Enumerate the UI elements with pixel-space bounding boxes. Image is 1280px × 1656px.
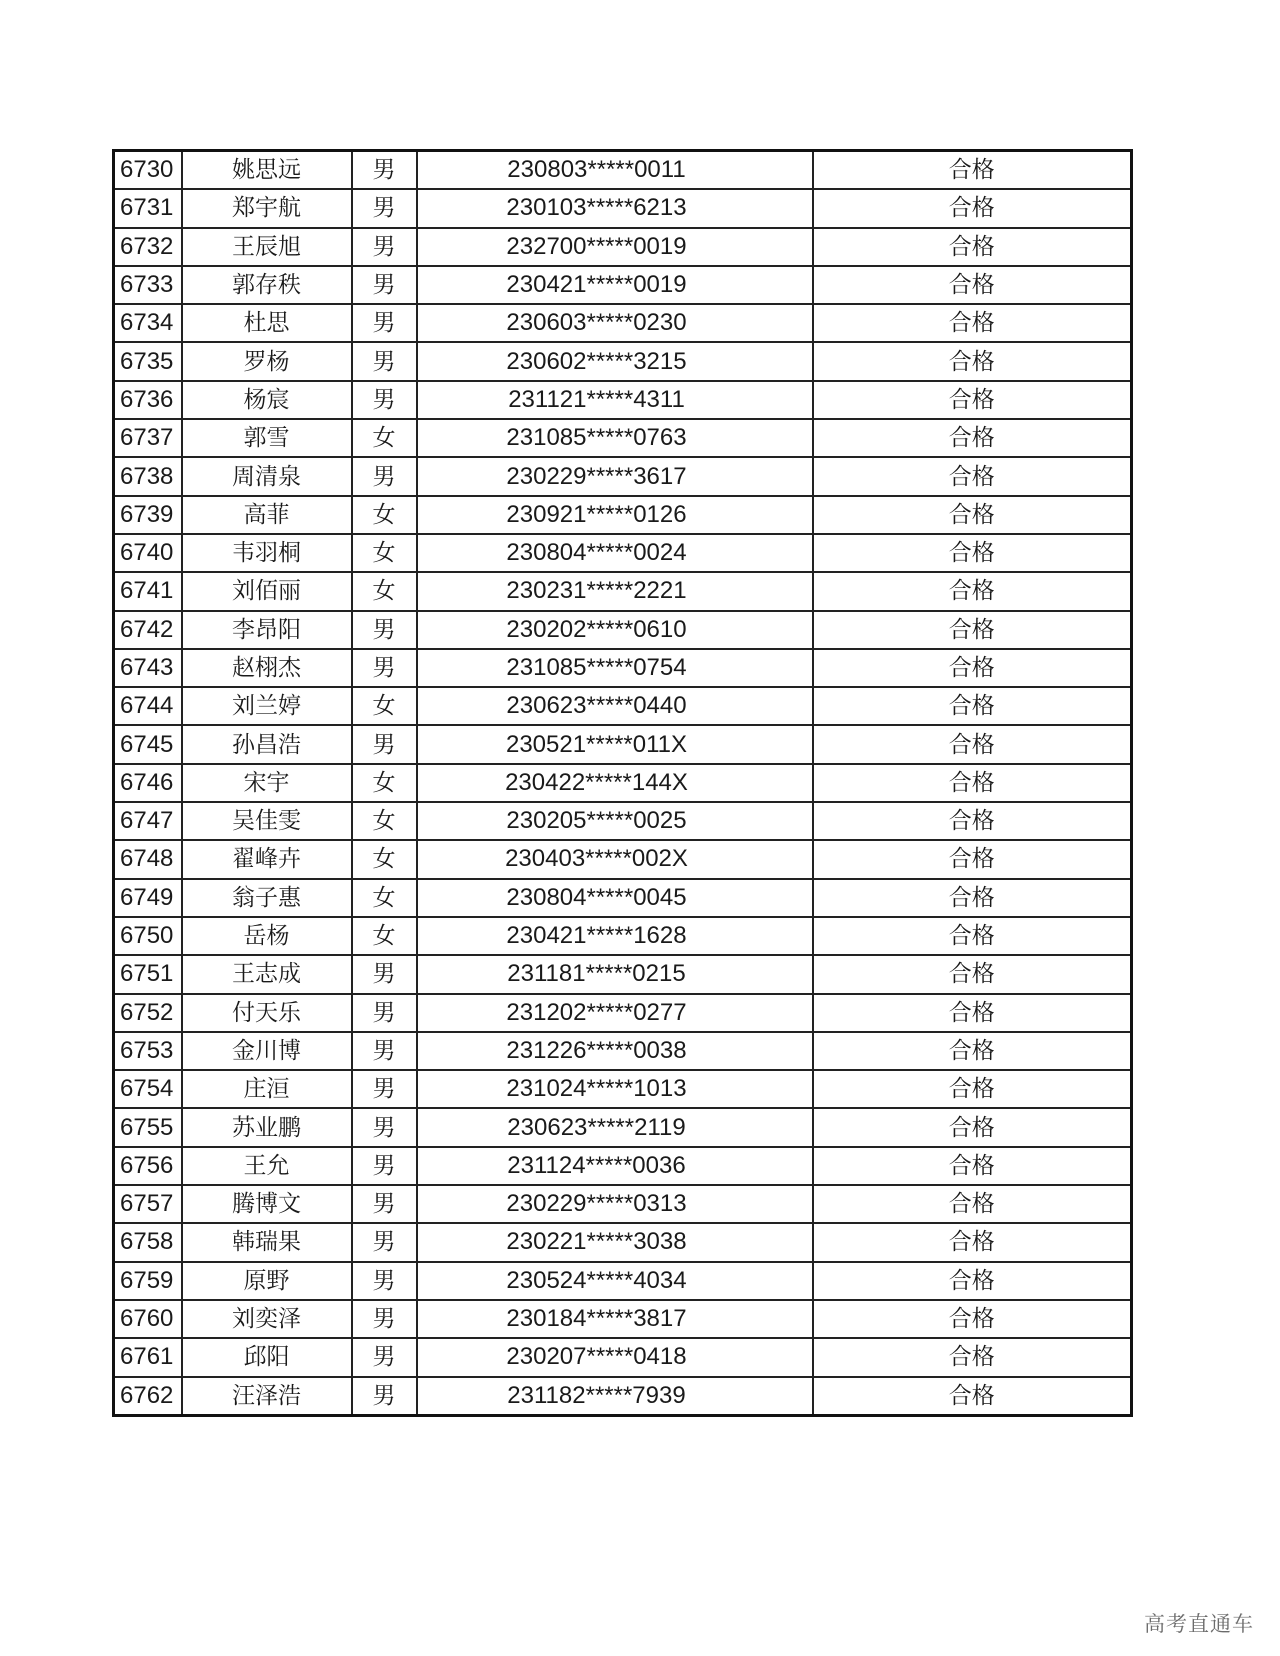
cell-sex: 女 — [352, 917, 417, 955]
cell-sex: 男 — [352, 151, 417, 190]
cell-result: 合格 — [813, 572, 1132, 610]
cell-result: 合格 — [813, 1300, 1132, 1338]
cell-id-number: 230421*****1628 — [417, 917, 813, 955]
cell-sex: 男 — [352, 649, 417, 687]
cell-id-number: 230103*****6213 — [417, 189, 813, 227]
cell-name: 赵栩杰 — [182, 649, 352, 687]
table-row — [114, 419, 1132, 457]
cell-result: 合格 — [813, 764, 1132, 802]
table-row — [114, 1377, 1132, 1416]
table-row — [114, 687, 1132, 725]
cell-name: 韩瑞果 — [182, 1223, 352, 1261]
cell-name: 吴佳雯 — [182, 802, 352, 840]
table-row — [114, 342, 1132, 380]
cell-id-number: 231202*****0277 — [417, 994, 813, 1032]
cell-id-number: 230623*****2119 — [417, 1108, 813, 1146]
cell-number: 6731 — [114, 189, 182, 227]
cell-name: 郭存秩 — [182, 266, 352, 304]
cell-sex: 男 — [352, 266, 417, 304]
cell-name: 李昂阳 — [182, 611, 352, 649]
cell-number: 6760 — [114, 1300, 182, 1338]
cell-name: 苏业鹏 — [182, 1108, 352, 1146]
table-row — [114, 725, 1132, 763]
cell-number: 6744 — [114, 687, 182, 725]
table-row — [114, 1185, 1132, 1223]
cell-id-number: 230804*****0045 — [417, 879, 813, 917]
cell-sex: 男 — [352, 955, 417, 993]
cell-sex: 女 — [352, 764, 417, 802]
cell-number: 6735 — [114, 342, 182, 380]
cell-sex: 男 — [352, 1338, 417, 1376]
cell-sex: 女 — [352, 572, 417, 610]
cell-id-number: 231085*****0763 — [417, 419, 813, 457]
cell-name: 孙昌浩 — [182, 725, 352, 763]
cell-name: 邱阳 — [182, 1338, 352, 1376]
cell-id-number: 232700*****0019 — [417, 228, 813, 266]
cell-id-number: 230229*****3617 — [417, 457, 813, 495]
cell-result: 合格 — [813, 1223, 1132, 1261]
cell-sex: 男 — [352, 1147, 417, 1185]
cell-name: 原野 — [182, 1262, 352, 1300]
cell-result: 合格 — [813, 955, 1132, 993]
cell-name: 王志成 — [182, 955, 352, 993]
cell-result: 合格 — [813, 304, 1132, 342]
cell-number: 6758 — [114, 1223, 182, 1261]
table-row — [114, 879, 1132, 917]
cell-number: 6747 — [114, 802, 182, 840]
cell-result: 合格 — [813, 266, 1132, 304]
cell-name: 王辰旭 — [182, 228, 352, 266]
cell-sex: 男 — [352, 381, 417, 419]
cell-sex: 女 — [352, 419, 417, 457]
cell-id-number: 230207*****0418 — [417, 1338, 813, 1376]
cell-id-number: 230231*****2221 — [417, 572, 813, 610]
cell-name: 翟峰卉 — [182, 840, 352, 878]
cell-id-number: 230521*****011X — [417, 725, 813, 763]
cell-number: 6755 — [114, 1108, 182, 1146]
table-row — [114, 917, 1132, 955]
cell-id-number: 231121*****4311 — [417, 381, 813, 419]
cell-name: 杜思 — [182, 304, 352, 342]
cell-result: 合格 — [813, 1377, 1132, 1416]
cell-name: 周清泉 — [182, 457, 352, 495]
cell-result: 合格 — [813, 687, 1132, 725]
cell-sex: 男 — [352, 725, 417, 763]
cell-number: 6752 — [114, 994, 182, 1032]
table-row — [114, 1300, 1132, 1338]
table-row — [114, 1108, 1132, 1146]
cell-name: 庄洹 — [182, 1070, 352, 1108]
cell-sex: 男 — [352, 189, 417, 227]
table-row — [114, 764, 1132, 802]
cell-id-number: 230623*****0440 — [417, 687, 813, 725]
roster-table-body — [114, 151, 1132, 1416]
cell-id-number: 230921*****0126 — [417, 496, 813, 534]
roster-table — [112, 149, 1133, 1417]
cell-sex: 男 — [352, 457, 417, 495]
table-row — [114, 1070, 1132, 1108]
table-row — [114, 304, 1132, 342]
cell-result: 合格 — [813, 534, 1132, 572]
cell-number: 6734 — [114, 304, 182, 342]
cell-number: 6739 — [114, 496, 182, 534]
cell-number: 6757 — [114, 1185, 182, 1223]
cell-id-number: 230803*****0011 — [417, 151, 813, 190]
cell-name: 腾博文 — [182, 1185, 352, 1223]
cell-number: 6754 — [114, 1070, 182, 1108]
cell-name: 王允 — [182, 1147, 352, 1185]
table-row — [114, 1223, 1132, 1261]
cell-sex: 男 — [352, 1377, 417, 1416]
table-row — [114, 802, 1132, 840]
cell-id-number: 231024*****1013 — [417, 1070, 813, 1108]
cell-sex: 男 — [352, 342, 417, 380]
cell-number: 6730 — [114, 151, 182, 190]
cell-number: 6743 — [114, 649, 182, 687]
cell-name: 刘佰丽 — [182, 572, 352, 610]
cell-id-number: 231181*****0215 — [417, 955, 813, 993]
table-row — [114, 496, 1132, 534]
cell-result: 合格 — [813, 802, 1132, 840]
cell-number: 6759 — [114, 1262, 182, 1300]
cell-result: 合格 — [813, 189, 1132, 227]
cell-id-number: 230524*****4034 — [417, 1262, 813, 1300]
cell-name: 刘奕泽 — [182, 1300, 352, 1338]
cell-result: 合格 — [813, 1185, 1132, 1223]
cell-number: 6741 — [114, 572, 182, 610]
cell-result: 合格 — [813, 725, 1132, 763]
cell-number: 6738 — [114, 457, 182, 495]
cell-name: 高菲 — [182, 496, 352, 534]
cell-name: 杨宸 — [182, 381, 352, 419]
table-row — [114, 1338, 1132, 1376]
cell-result: 合格 — [813, 840, 1132, 878]
cell-result: 合格 — [813, 228, 1132, 266]
cell-result: 合格 — [813, 496, 1132, 534]
cell-name: 金川博 — [182, 1032, 352, 1070]
table-row — [114, 189, 1132, 227]
cell-id-number: 230422*****144X — [417, 764, 813, 802]
cell-name: 郑宇航 — [182, 189, 352, 227]
table-row — [114, 955, 1132, 993]
cell-sex: 女 — [352, 496, 417, 534]
cell-number: 6746 — [114, 764, 182, 802]
cell-id-number: 230221*****3038 — [417, 1223, 813, 1261]
table-row — [114, 572, 1132, 610]
cell-sex: 男 — [352, 1262, 417, 1300]
cell-result: 合格 — [813, 381, 1132, 419]
table-row — [114, 266, 1132, 304]
cell-result: 合格 — [813, 1070, 1132, 1108]
cell-sex: 男 — [352, 1032, 417, 1070]
cell-result: 合格 — [813, 151, 1132, 190]
cell-result: 合格 — [813, 611, 1132, 649]
cell-number: 6737 — [114, 419, 182, 457]
cell-sex: 男 — [352, 1185, 417, 1223]
cell-id-number: 230421*****0019 — [417, 266, 813, 304]
cell-name: 罗杨 — [182, 342, 352, 380]
table-row — [114, 840, 1132, 878]
cell-number: 6732 — [114, 228, 182, 266]
watermark-text: 高考直通车 — [1144, 1612, 1254, 1636]
cell-id-number: 230804*****0024 — [417, 534, 813, 572]
cell-result: 合格 — [813, 994, 1132, 1032]
cell-id-number: 231226*****0038 — [417, 1032, 813, 1070]
cell-number: 6736 — [114, 381, 182, 419]
cell-result: 合格 — [813, 649, 1132, 687]
cell-name: 翁子惠 — [182, 879, 352, 917]
table-row — [114, 1262, 1132, 1300]
cell-number: 6740 — [114, 534, 182, 572]
cell-result: 合格 — [813, 879, 1132, 917]
cell-sex: 男 — [352, 1108, 417, 1146]
cell-sex: 女 — [352, 879, 417, 917]
cell-id-number: 231124*****0036 — [417, 1147, 813, 1185]
cell-number: 6745 — [114, 725, 182, 763]
cell-id-number: 231085*****0754 — [417, 649, 813, 687]
cell-sex: 男 — [352, 1223, 417, 1261]
table-row — [114, 151, 1132, 190]
cell-result: 合格 — [813, 917, 1132, 955]
cell-name: 韦羽桐 — [182, 534, 352, 572]
cell-sex: 男 — [352, 611, 417, 649]
cell-result: 合格 — [813, 419, 1132, 457]
cell-id-number: 230184*****3817 — [417, 1300, 813, 1338]
cell-sex: 男 — [352, 304, 417, 342]
cell-result: 合格 — [813, 1108, 1132, 1146]
cell-sex: 男 — [352, 228, 417, 266]
table-row — [114, 994, 1132, 1032]
cell-name: 岳杨 — [182, 917, 352, 955]
cell-sex: 男 — [352, 994, 417, 1032]
cell-id-number: 230205*****0025 — [417, 802, 813, 840]
cell-name: 姚思远 — [182, 151, 352, 190]
cell-result: 合格 — [813, 342, 1132, 380]
table-row — [114, 649, 1132, 687]
cell-id-number: 230603*****0230 — [417, 304, 813, 342]
cell-sex: 女 — [352, 534, 417, 572]
cell-name: 刘兰婷 — [182, 687, 352, 725]
cell-result: 合格 — [813, 1262, 1132, 1300]
cell-sex: 男 — [352, 1300, 417, 1338]
cell-number: 6748 — [114, 840, 182, 878]
cell-id-number: 230602*****3215 — [417, 342, 813, 380]
cell-id-number: 231182*****7939 — [417, 1377, 813, 1416]
cell-number: 6753 — [114, 1032, 182, 1070]
cell-name: 郭雪 — [182, 419, 352, 457]
table-row — [114, 534, 1132, 572]
cell-number: 6756 — [114, 1147, 182, 1185]
cell-number: 6733 — [114, 266, 182, 304]
cell-id-number: 230202*****0610 — [417, 611, 813, 649]
cell-id-number: 230403*****002X — [417, 840, 813, 878]
cell-result: 合格 — [813, 1338, 1132, 1376]
cell-sex: 女 — [352, 840, 417, 878]
table-row — [114, 1147, 1132, 1185]
cell-sex: 女 — [352, 802, 417, 840]
cell-name: 宋宇 — [182, 764, 352, 802]
cell-result: 合格 — [813, 457, 1132, 495]
cell-result: 合格 — [813, 1032, 1132, 1070]
cell-name: 汪泽浩 — [182, 1377, 352, 1416]
cell-number: 6749 — [114, 879, 182, 917]
table-row — [114, 1032, 1132, 1070]
cell-sex: 男 — [352, 1070, 417, 1108]
cell-number: 6742 — [114, 611, 182, 649]
table-row — [114, 611, 1132, 649]
table-row — [114, 457, 1132, 495]
cell-number: 6762 — [114, 1377, 182, 1416]
table-row — [114, 228, 1132, 266]
cell-id-number: 230229*****0313 — [417, 1185, 813, 1223]
cell-number: 6751 — [114, 955, 182, 993]
table-row — [114, 381, 1132, 419]
cell-number: 6750 — [114, 917, 182, 955]
cell-number: 6761 — [114, 1338, 182, 1376]
cell-result: 合格 — [813, 1147, 1132, 1185]
cell-sex: 女 — [352, 687, 417, 725]
cell-name: 付天乐 — [182, 994, 352, 1032]
